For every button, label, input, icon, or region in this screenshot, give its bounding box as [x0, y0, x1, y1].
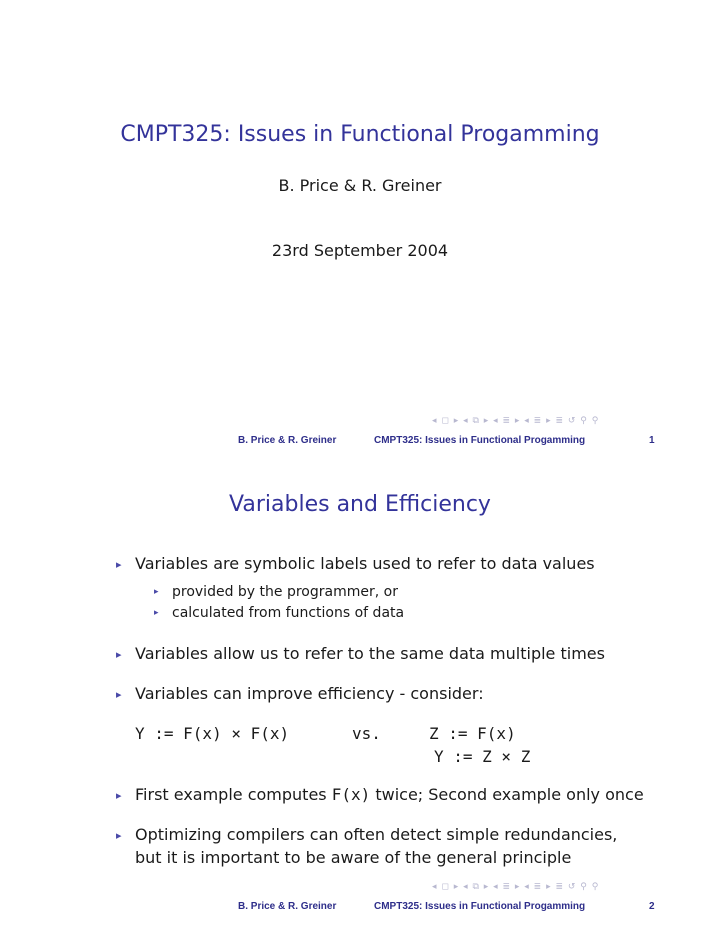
slide1-footer-page: 1: [649, 435, 655, 446]
sub-bullet-marker: ▸: [154, 608, 159, 618]
slide1-title: CMPT325: Issues in Functional Progamming: [120, 122, 600, 147]
bullet-4-code: F(x): [331, 785, 371, 804]
slide1-footer-title: CMPT325: Issues in Functional Progamming: [374, 435, 586, 446]
slide2-footer-title: CMPT325: Issues in Functional Progamming: [374, 901, 586, 912]
code-example-right-line1: Z := F(x): [429, 724, 516, 743]
slide2-footer-page: 2: [649, 901, 655, 912]
bullet-4-text-pre: First example computes: [135, 785, 332, 804]
bullet-4: [135, 785, 644, 804]
code-example-right-line2: Y := Z × Z: [434, 747, 531, 766]
bullet-marker: ▸: [116, 789, 122, 802]
sub-bullet-marker: ▸: [154, 587, 159, 597]
slide1-navigation-icons[interactable]: ◂ ◻ ▸ ◂ ⧉ ▸ ◂ ≣ ▸ ◂ ≣ ▸ ≣ ↺ ⚲ ⚲: [432, 416, 600, 426]
slide1-date: 23rd September 2004: [271, 241, 449, 260]
bullet-5-line1: Optimizing compilers can often detect simple redundancies,: [135, 825, 618, 844]
slide2-title: Variables and Efficiency: [229, 492, 491, 517]
bullet-marker: ▸: [116, 558, 122, 571]
sub-bullet-2: calculated from functions of data: [172, 605, 405, 621]
slide2-navigation-icons[interactable]: ◂ ◻ ▸ ◂ ⧉ ▸ ◂ ≣ ▸ ◂ ≣ ▸ ≣ ↺ ⚲ ⚲: [432, 882, 600, 892]
bullet-marker: ▸: [116, 829, 122, 842]
bullet-5-line2: but it is important to be aware of the general principle: [135, 848, 572, 867]
bullet-3: Variables can improve efficiency - consider:: [135, 684, 484, 703]
slide2-footer-authors: B. Price & R. Greiner: [238, 901, 337, 912]
bullet-4-text-post: twice; Second example only once: [370, 785, 644, 804]
code-vs: vs.: [352, 724, 381, 743]
sub-bullet-1: provided by the programmer, or: [172, 584, 398, 600]
bullet-marker: ▸: [116, 688, 122, 701]
bullet-2: Variables allow us to refer to the same data multiple times: [135, 644, 605, 663]
bullet-1: Variables are symbolic labels used to refer to data values: [135, 554, 595, 573]
bullet-marker: ▸: [116, 648, 122, 661]
slide1-authors: B. Price & R. Greiner: [278, 176, 442, 195]
slide1-footer-authors: B. Price & R. Greiner: [238, 435, 337, 446]
code-example-left: Y := F(x) × F(x): [135, 724, 290, 743]
